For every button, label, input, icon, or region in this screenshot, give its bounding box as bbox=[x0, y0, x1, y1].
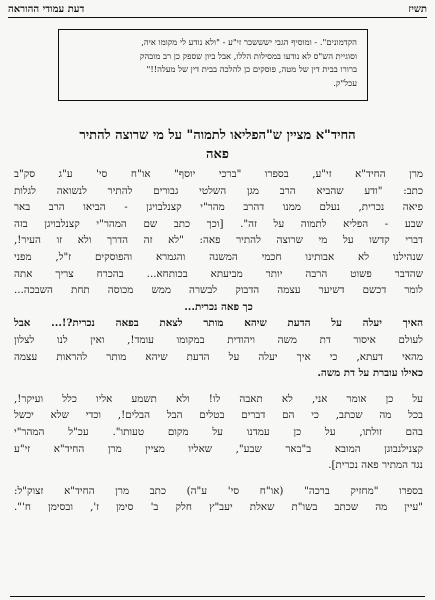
text-line: נגד המתיר פאה נכרית]. bbox=[328, 459, 423, 472]
text-line: כך פאה נכרית... bbox=[184, 300, 253, 313]
text-line: כתב: "ודע שהביא הרב מגן השלטי גבורים להתיר לנשואה לגלות bbox=[14, 184, 423, 197]
paragraph-gap bbox=[14, 474, 423, 483]
text-line: לומר דכשם דשיער עצמה הדבוק לבשרה ממש מכוסה תחת השבכה... bbox=[14, 284, 423, 297]
header-rule bbox=[8, 17, 427, 18]
section-title-line: פאה bbox=[206, 147, 229, 162]
section-title bbox=[14, 126, 421, 164]
paragraph bbox=[14, 391, 423, 474]
note-line: הקדמונים". - ומוסיף הגבי ישששכר זי"ע - "ולא נודע לי מקומו איה, bbox=[141, 37, 357, 47]
text-line: על כן אומר אני, לא תאבה לו! ולא תשמע אליו כלל ועיקר!, bbox=[14, 392, 423, 405]
text-line: בכל מה שכתב, כי הם דברים בטלים הבל הבלים!, וכדי שלא יכשל bbox=[14, 409, 423, 422]
paragraph bbox=[14, 166, 423, 315]
running-title: דעת עמודי ההוראה bbox=[8, 3, 85, 15]
page-number: תשיז bbox=[408, 3, 427, 15]
text-line: "עיין מה שכתב בשו"ת שאלת יעב"ץ חלק ב' סימן ז', ובסימן ח'". bbox=[14, 501, 423, 514]
text-line: האיך יעלה על הדעת שיהא מותר לצאת בפאה נכרית?!... אבל bbox=[14, 317, 423, 330]
note-box bbox=[58, 29, 368, 101]
text-line: דברי קדשו על מי שרוצה להתיר פאה: "לא זה הדרך ולא זו העיר!, bbox=[14, 234, 423, 247]
text-line: פיאה נכרית, נעלם ממנו דהרב מהר"י קצנלבויגן - הביאו הרב באר bbox=[14, 201, 423, 214]
footer-rule bbox=[10, 596, 425, 597]
text-line: מרן החיד"א זי"ע, בספרו "ברכי יוסף" או"ח סי' ע"ג סק"ב bbox=[14, 168, 423, 180]
paragraph bbox=[14, 483, 423, 516]
note-line: וסוגיית הש"ס לא נודעו במסילות הללו, אבל ביון שספק כן רב מובהק bbox=[139, 50, 357, 61]
main-text bbox=[14, 166, 423, 516]
text-line: שהדבר פשוט הרבה יותר מביעתא בכותחא... בהכרח צריך אתה bbox=[14, 267, 423, 280]
text-line: מהאי דעתא, כי איך יעלה על הדעת שיהא מותר להראות עצמה bbox=[14, 350, 423, 363]
running-header bbox=[8, 2, 427, 16]
text-line: לעולם איסור דת משה ויהודית במקומו עומד!, ואין לנו לצלון bbox=[14, 333, 423, 346]
paragraph bbox=[14, 315, 423, 381]
text-line: כאילו עוברת על דת משה. bbox=[317, 367, 423, 380]
text-line: בהם זולתו, על כן עמדנו על מקום טעותו". עכ"ל המהר"י bbox=[14, 425, 423, 438]
text-line: קצנילנבוגן המובא ב"באר שבע", שאליו מציין מרן החיד"א זי"ע bbox=[14, 442, 423, 455]
paragraph-gap bbox=[14, 382, 423, 391]
note-line: ברורו בבית דין של מטה, פוסקים כן להלכה בבית דין של מעלה!!" bbox=[146, 64, 357, 74]
section-title-line: החיד"א מציין ש"הפליאו לתמוה" על מי שרוצה להתיר bbox=[79, 128, 356, 143]
text-line: שבע - הפליא לתמוה על זה". [וכך כתב שם המהר"י קצנלבויגן בזה bbox=[14, 217, 423, 230]
note-line: עכל"ק. bbox=[333, 77, 357, 88]
text-line: שנהילנו לא אבותינו חכמי המשנה והגמרא והפוסקים ז"ל, מפני bbox=[14, 250, 423, 263]
text-line: בספרו "מחזיק ברכה" (או"ח סי' ע"ה) כתב מרן החיד"א זצוק"ל: bbox=[14, 484, 423, 497]
